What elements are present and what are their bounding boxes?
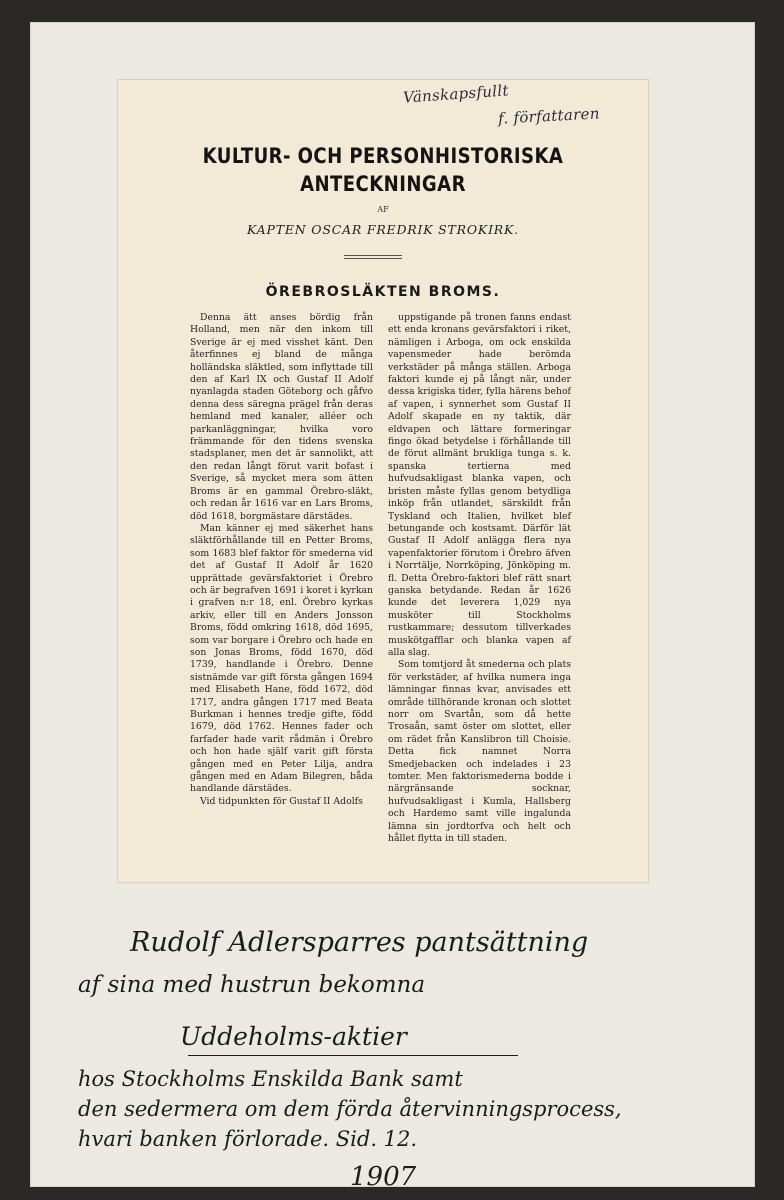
paragraph: Man känner ej med säkerhet hans släktförhållande till en Petter Broms, som 1683 blef faktor för smederna vid det af Gustaf II Adolf år 1620 upprättade gevärsfaktoriet i Örebro och är begrafven 1691 i koret i kyrkan i grafven n:r 18, enl. Örebro kyrkas arkiv, eller till en Anders Jonsson Broms, född omkring 1618, död 1695, som var borgare i Örebro och hade en son Jonas Broms, född 1670, död 1739, handlande i Örebro. Denne sistnämde var gift första gången 1694 med Elisabeth Hane, född 1672, död 1717, andra gången 1717 med Beata Burkman i hennes tredje gifte, född 1679, död 1762. Hennes fader och farfader hade varit rådmän i Örebro och hon hade själf varit gift första gången med en Peter Lilja, andra gången med en Adam Bilegren, båda handlande därstädes. (190, 522, 373, 795)
pencil-dedication-line1: Vänskapsfullt (402, 81, 510, 107)
paragraph: Vid tidpunkten för Gustaf II Adolfs (200, 795, 363, 807)
caption-line5: den sedermera om dem förda återvinningsprocess, (78, 1097, 622, 1121)
mounting-board (30, 22, 755, 1192)
caption-line2: af sina med hustrun bekomna (78, 972, 426, 998)
title-divider (344, 258, 402, 259)
caption-line3: Uddeholms-aktier (180, 1022, 407, 1051)
paragraph: Som tomtjord åt smederna och plats för verkstäder, af hvilka numera inga lämningar finnas kvar, anvisades ett område tillhörande kronan och slottet norr om Svartån, som då hette Trosaån, samt öster om slottet, eller om rädet från Kanslibron till Choisie. Detta fick namnet Norra Smedjebacken och indelades i 23 tomter. Men faktorismederna bodde i närgränsande socknar, hufvudsakligast i Kumla, Hallsberg och Hardemo samt ville ingalunda lämna sin jordtorfva och helt och hållet flytta in till staden. (388, 659, 571, 845)
pencil-dedication-line2: f. författaren (497, 104, 601, 128)
caption-line6: hvari banken förlorade. Sid. 12. (78, 1127, 418, 1151)
author-name: KAPTEN OSCAR FREDRIK STROKIRK. (247, 222, 519, 237)
caption-line1: Rudolf Adlersparres pantsättning (130, 927, 589, 958)
caption-line4: hos Stockholms Enskilda Bank samt (78, 1067, 463, 1091)
section-title: ÖREBROSLÄKTEN BROMS. (265, 284, 501, 300)
leaflet-title-line2: ANTECKNINGAR (300, 172, 466, 196)
leaflet-title-line1: KULTUR- OCH PERSONHISTORISKA (202, 144, 564, 168)
text-column-left (190, 312, 373, 807)
caption-year: 1907 (350, 1162, 417, 1192)
printed-leaflet (118, 80, 648, 882)
caption-underline (188, 1055, 518, 1056)
text-column-right (388, 312, 571, 845)
paragraph: uppstigande på tronen fanns endast ett enda kronans gevärsfaktori i riket, nämligen i Arboga, om ock enskilda vapensmeder hade berömda verkstäder på många ställen. Arboga faktori kunde ej på långt när, under dessa krigiska tider, fylla härens behof af vapen, i synnerhet som Gustaf II Adolf skapade en ny taktik, där eldvapen och lättare formeringar fingo ökad betydelse i förhållande till de förut allmänt brukliga tunga s. k. spanska tertierna med hufvudsakligast blanka vapen, och bristen måste fyllas genom betydliga inköp från utlandet, särskildt från Tyskland och Italien, hvilket blef betungande och kostsamt. Därför lät Gustaf II Adolf anlägga flera nya vapenfaktorier förutom i Örebro äfven i Norrtälje, Norrköping, Jönköping m. fl. Detta Örebro-faktori blef rätt snart ganska betydande. Redan år 1626 kunde det leverera 1,029 nya musköter till Stockholms rustkammare; dessutom tillverkades muskötgafflar och blanka vapen af alla slag. (388, 312, 571, 658)
title-divider (344, 255, 402, 256)
paragraph: Denna ätt anses bördig från Holland, men när den inkom till Sverige är ej med visshet känt. Den återfinnes ej bland de många holländska släktled, som inflyttade till den af Karl IX och Gustaf II Adolf nyanlagda staden Göteborg och gåfvo denna dess säregna prägel från deras hemland med kanaler, alléer och parkanläggningar, hvilka voro främmande för den tidens svenska stadsplaner, men det är sannolikt, att den redan långt förut varit bofast i Sverige, så mycket mera som ätten Broms är en gammal Örebro-släkt, och redan år 1616 var en Lars Broms, död 1618, borgmästare därstädes. (190, 312, 373, 522)
byline-af: AF (377, 205, 389, 214)
